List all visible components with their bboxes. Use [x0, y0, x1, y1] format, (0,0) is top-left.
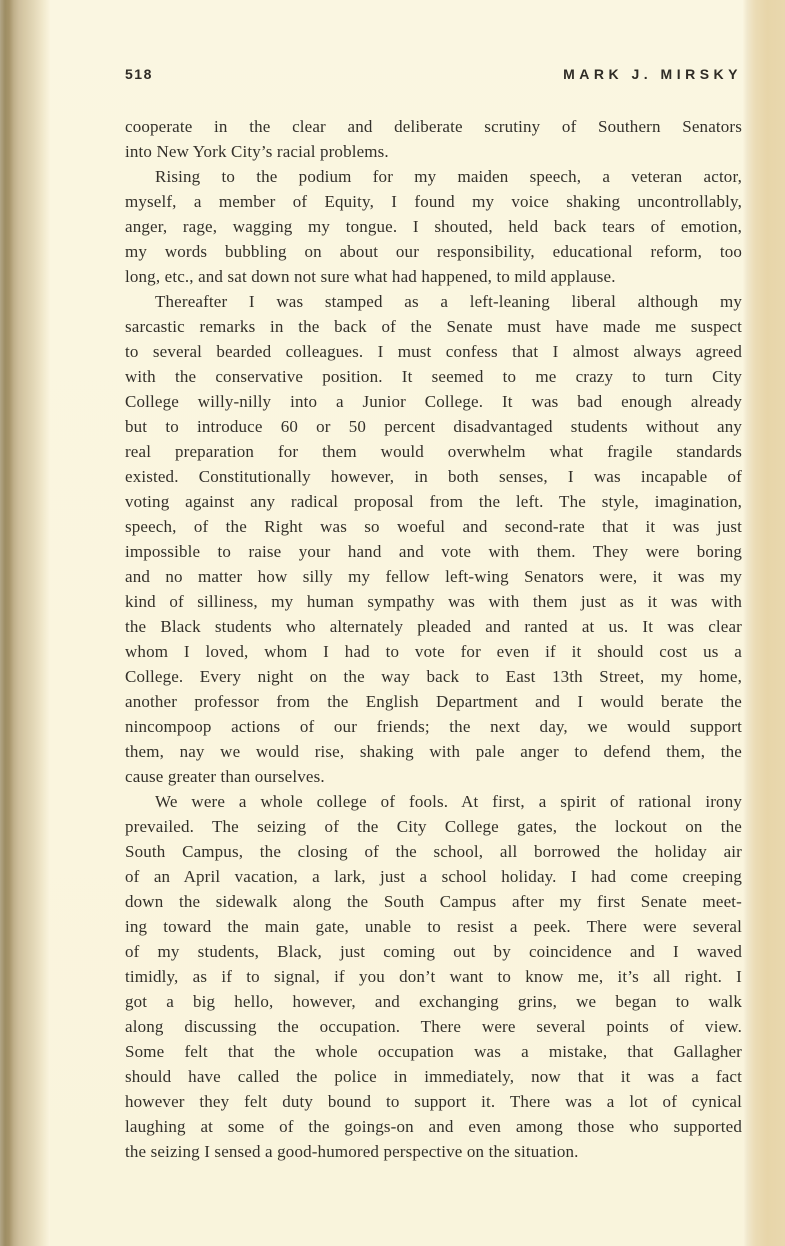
page-number: 518	[125, 66, 153, 82]
text-line: along discussing the occupation. There were several points of view.	[125, 1017, 742, 1036]
text-line: should have called the police in immediately, now that it was a fact	[125, 1067, 742, 1086]
text-line: them, nay we would rise, shaking with pale anger to defend them, the	[125, 742, 742, 761]
text-line: College. Every night on the way back to East 13th Street, my home,	[125, 667, 742, 686]
text-line: College willy-nilly into a Junior College. It was bad enough already	[125, 392, 742, 411]
text-line: cause greater than ourselves.	[125, 767, 325, 786]
text-line: the Black students who alternately pleaded and ranted at us. It was clear	[125, 617, 742, 636]
text-line: sarcastic remarks in the back of the Senate must have made me suspect	[125, 317, 742, 336]
text-line: the seizing I sensed a good-humored perspective on the situation.	[125, 1142, 579, 1161]
text-line: real preparation for them would overwhelm what fragile standards	[125, 442, 742, 461]
page-content	[125, 66, 742, 1164]
text-line: kind of silliness, my human sympathy was with them just as it was with	[125, 592, 742, 611]
text-line: Rising to the podium for my maiden speech, a veteran actor,	[155, 167, 742, 186]
text-line: myself, a member of Equity, I found my voice shaking uncontrollably,	[125, 192, 742, 211]
text-line: of an April vacation, a lark, just a school holiday. I had come creeping	[125, 867, 742, 886]
text-line: another professor from the English Department and I would berate the	[125, 692, 742, 711]
text-line: Thereafter I was stamped as a left-leaning liberal although my	[155, 292, 742, 311]
text-line: South Campus, the closing of the school, all borrowed the holiday air	[125, 842, 742, 861]
text-line: but to introduce 60 or 50 percent disadvantaged students without any	[125, 417, 742, 436]
text-line: ing toward the main gate, unable to resist a peek. There were several	[125, 917, 742, 936]
text-line: long, etc., and sat down not sure what had happened, to mild applause.	[125, 267, 616, 286]
running-header	[125, 66, 742, 82]
text-line: my words bubbling on about our responsibility, educational reform, too	[125, 242, 742, 261]
text-line: however they felt duty bound to support it. There was a lot of cynical	[125, 1092, 742, 1111]
binding-edge	[0, 0, 50, 1246]
text-line: voting against any radical proposal from the left. The style, imagination,	[125, 492, 742, 511]
text-line: Some felt that the whole occupation was a mistake, that Gallagher	[125, 1042, 742, 1061]
text-line: to several bearded colleagues. I must confess that I almost always agreed	[125, 342, 742, 361]
text-line: existed. Constitutionally however, in both senses, I was incapable of	[125, 467, 742, 486]
text-line: nincompoop actions of our friends; the next day, we would support	[125, 717, 742, 736]
text-line: laughing at some of the goings-on and even among those who supported	[125, 1117, 742, 1136]
text-line: whom I loved, whom I had to vote for even if it should cost us a	[125, 642, 742, 661]
text-line: got a big hello, however, and exchanging grins, we began to walk	[125, 992, 742, 1011]
running-header-author: MARK J. MIRSKY	[563, 66, 742, 82]
page-right-edge	[743, 0, 785, 1246]
text-line: prevailed. The seizing of the City College gates, the lockout on the	[125, 817, 742, 836]
text-line: timidly, as if to signal, if you don’t want to know me, it’s all right. I	[125, 967, 742, 986]
text-line: impossible to raise your hand and vote with them. They were boring	[125, 542, 742, 561]
text-line: of my students, Black, just coming out by coincidence and I waved	[125, 942, 742, 961]
text-line: into New York City’s racial problems.	[125, 142, 389, 161]
text-line: We were a whole college of fools. At first, a spirit of rational irony	[155, 792, 742, 811]
text-line: with the conservative position. It seemed to me crazy to turn City	[125, 367, 742, 386]
text-line: and no matter how silly my fellow left-wing Senators were, it was my	[125, 567, 742, 586]
page-body-text	[125, 114, 742, 1164]
text-line: down the sidewalk along the South Campus after my first Senate meet-	[125, 892, 742, 911]
text-line: speech, of the Right was so woeful and second-rate that it was just	[125, 517, 742, 536]
text-line: cooperate in the clear and deliberate scrutiny of Southern Senators	[125, 117, 742, 136]
text-line: anger, rage, wagging my tongue. I shouted, held back tears of emotion,	[125, 217, 742, 236]
